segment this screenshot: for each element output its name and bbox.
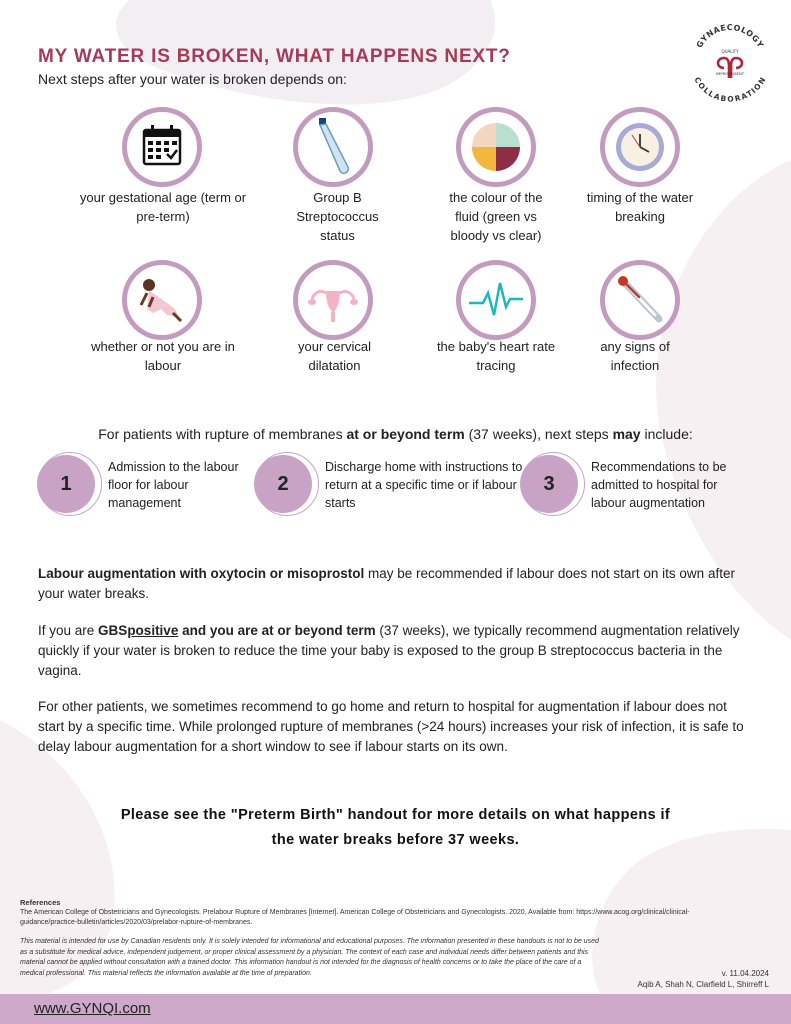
svg-text:COLLABORATION: COLLABORATION	[692, 75, 768, 104]
factor-label: Group B Streptococcus status	[296, 190, 379, 243]
step-text-3: Recommendations to be admitted to hospital for labour augmentation	[591, 460, 727, 510]
disclaimer: This material is intended for use by Canadian residents only. It is solely intended for informational and educational purposes. The information presented in these handouts is not to be used as a substitute for medical advice, independent judgement, or proper clinical assessment by a physician. The context of each case and individual needs differ between patients and this material cannot be applied without consultation with a trained doctor. This information handout is not intended for the diagnosis of health concerns or to take the place of the care of a medical professional. This material reflects the information available at the time of preparation.	[20, 938, 599, 977]
page-subtitle: Next steps after your water is broken depends on:	[38, 71, 347, 87]
page-title: MY WATER IS BROKEN, WHAT HAPPENS NEXT?	[38, 46, 511, 67]
gbs-paragraph: If you are GBSpositive and you are at or beyond term (37 weeks), we typically recommend augmentation relatively quickly if your water is broken to reduce the time your baby is exposed to the group B streptococcus bacteria in the vagina.	[38, 623, 740, 678]
step-number-1: 1	[37, 455, 95, 513]
term-heading: For patients with rupture of membranes at or beyond term (37 weeks), next steps may include:	[98, 426, 693, 442]
augmentation-paragraph: Labour augmentation with oxytocin or misoprostol may be recommended if labour does not start on its own after your water breaks.	[38, 566, 735, 601]
svg-text:IMPROVEMENT: IMPROVEMENT	[715, 71, 745, 76]
factor-label: timing of the water breaking	[586, 190, 694, 224]
svg-text:QUALITY: QUALITY	[721, 49, 739, 54]
uterus-icon	[293, 260, 373, 340]
references: References The American College of Obstetricians and Gynecologists. Prelabour Rupture of Membranes [Internet]. American College of Obstetricians and Gynecologists. 2020. Available from: https://www.acog.org/clinical/clinical-guidance/practice-bulletin/articles/2020/03/prelabor-rupture-of-membranes.	[20, 898, 690, 926]
svg-text:GYNAECOLOGY: GYNAECOLOGY	[694, 22, 766, 50]
thermometer-icon	[600, 260, 680, 340]
step-text-1: Admission to the labour floor for labour management	[108, 460, 239, 510]
gynqi-logo	[688, 20, 772, 104]
other-patients-paragraph: For other patients, we sometimes recommend to go home and return to hospital for augmentation if labour does not start by a specific time. While prolonged rupture of membranes (>24 hours) increases your risk of infection, it is safe to delay labour augmentation for a short window to see if labour starts on its own.	[38, 699, 744, 754]
calendar-icon	[122, 107, 202, 187]
factor-label: the baby's heart rate tracing	[436, 339, 556, 373]
preterm-callout: Please see the "Preterm Birth" handout for more details on what happens if the water breaks before 37 weeks.	[120, 807, 671, 848]
clock-icon	[600, 107, 680, 187]
step-number-3: 3	[520, 455, 578, 513]
test-tube-icon	[293, 107, 373, 187]
step-number-2: 2	[254, 455, 312, 513]
factor-label: whether or not you are in labour	[91, 339, 235, 373]
footer-bar	[0, 994, 791, 1024]
factor-label: your gestational age (term or pre-term)	[79, 190, 247, 224]
website-link[interactable]: www.GYNQI.com	[34, 1000, 151, 1017]
labouring-woman-icon	[122, 260, 202, 340]
version-info: v. 11.04.2024 Aqib A, Shah N, Clarfield L, Shirreff L	[637, 969, 769, 989]
factor-label: the colour of the fluid (green vs bloody vs clear)	[449, 190, 543, 243]
heart-rate-icon	[456, 260, 536, 340]
step-text-2: Discharge home with instructions to return at a specific time or if labour starts	[325, 460, 523, 510]
factor-label: any signs of infection	[600, 339, 670, 373]
factor-label: your cervical dilatation	[298, 339, 371, 373]
fluid-colour-icon	[456, 107, 536, 187]
